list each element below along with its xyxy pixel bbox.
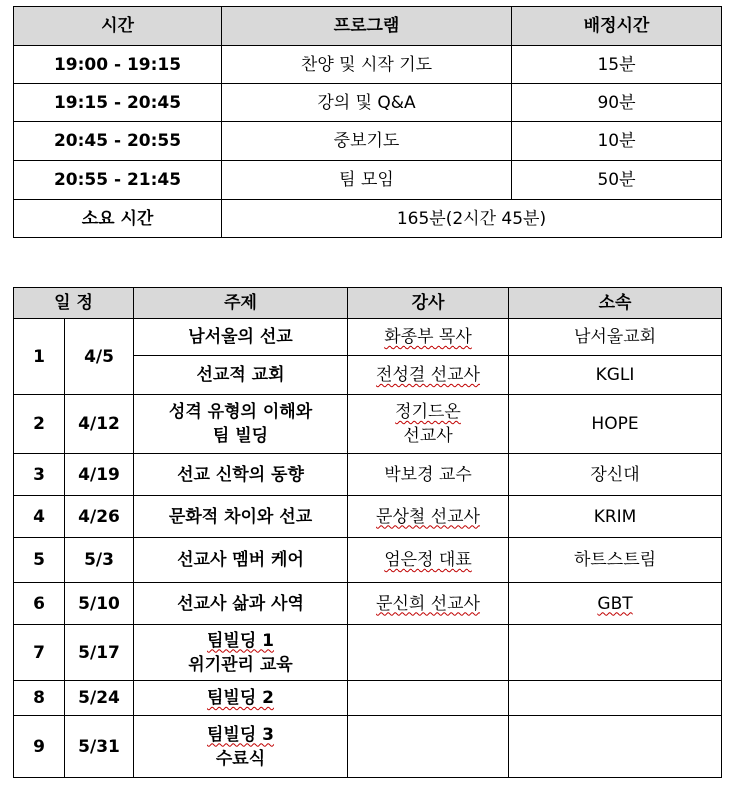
table-row <box>14 538 722 583</box>
lecturer-name: 정기드온 <box>395 402 461 422</box>
lecturer-line: 선교사 <box>403 426 453 446</box>
duration-cell: 10분 <box>512 122 722 161</box>
session-number: 4 <box>14 496 65 538</box>
session-date: 5/10 <box>65 583 134 625</box>
time-cell: 19:00 - 19:15 <box>14 46 222 84</box>
topic-cell <box>134 681 348 716</box>
time-cell: 19:15 - 20:45 <box>14 84 222 122</box>
header-topic: 주제 <box>134 288 348 319</box>
affiliation-cell <box>509 583 722 625</box>
program-cell: 팀 모임 <box>222 161 512 200</box>
header-program: 프로그램 <box>222 7 512 46</box>
topic-cell <box>134 395 348 454</box>
duration-cell: 50분 <box>512 161 722 200</box>
topic-line <box>134 723 347 747</box>
session-date: 4/5 <box>65 319 134 395</box>
session-date: 5/31 <box>65 716 134 778</box>
lecturer-cell <box>348 716 509 778</box>
header-schedule: 일 정 <box>14 288 134 319</box>
session-number: 6 <box>14 583 65 625</box>
curriculum-header-row <box>14 288 722 319</box>
session-number: 2 <box>14 395 65 454</box>
session-date: 4/12 <box>65 395 134 454</box>
program-cell: 강의 및 Q&A <box>222 84 512 122</box>
lecturer-cell <box>348 538 509 583</box>
table-row <box>14 496 722 538</box>
table-row <box>14 583 722 625</box>
topic-line: 수료식 <box>215 748 266 769</box>
topic-text: 팀빌딩 3 <box>207 724 275 745</box>
lecturer-cell <box>348 319 509 356</box>
table-row <box>14 319 722 356</box>
topic-cell: 남서울의 선교 <box>134 319 348 356</box>
time-cell: 20:55 - 21:45 <box>14 161 222 200</box>
curriculum-table <box>13 287 722 778</box>
lecturer-cell <box>348 681 509 716</box>
header-affiliation: 소속 <box>509 288 722 319</box>
header-duration: 배정시간 <box>512 7 722 46</box>
table-row <box>14 454 722 496</box>
lecturer-name: 전성걸 선교사 <box>376 365 480 385</box>
schedule-header-row <box>14 7 722 46</box>
table-row <box>14 46 722 84</box>
topic-cell: 선교사 멤버 케어 <box>134 538 348 583</box>
topic-line <box>134 629 347 653</box>
affiliation-cell <box>509 625 722 681</box>
program-cell: 중보기도 <box>222 122 512 161</box>
table-row <box>14 161 722 200</box>
total-row <box>14 200 722 238</box>
table-row <box>14 84 722 122</box>
affiliation-cell <box>509 716 722 778</box>
topic-cell: 문화적 차이와 선교 <box>134 496 348 538</box>
lecturer-cell: 박보경 교수 <box>348 454 509 496</box>
topic-line: 위기관리 교육 <box>188 654 293 675</box>
table-row <box>14 625 722 681</box>
topic-cell: 선교적 교회 <box>134 356 348 395</box>
duration-cell: 90분 <box>512 84 722 122</box>
affiliation-cell <box>509 681 722 716</box>
program-cell: 찬양 및 시작 기도 <box>222 46 512 84</box>
total-label: 소요 시간 <box>14 200 222 238</box>
lecturer-cell <box>348 395 509 454</box>
topic-text: 팀빌딩 2 <box>207 688 275 708</box>
affiliation-name: GBT <box>597 593 633 614</box>
topic-line: 성격 유형의 이해와 <box>168 402 313 422</box>
session-number: 9 <box>14 716 65 778</box>
affiliation-cell: 하트스트림 <box>509 538 722 583</box>
total-value: 165분(2시간 45분) <box>222 200 722 238</box>
duration-cell: 15분 <box>512 46 722 84</box>
lecturer-cell <box>348 356 509 395</box>
header-time: 시간 <box>14 7 222 46</box>
topic-cell <box>134 625 348 681</box>
session-date: 5/17 <box>65 625 134 681</box>
table-row <box>14 681 722 716</box>
session-number: 3 <box>14 454 65 496</box>
session-number: 5 <box>14 538 65 583</box>
session-date: 4/26 <box>65 496 134 538</box>
lecturer-cell <box>348 583 509 625</box>
time-cell: 20:45 - 20:55 <box>14 122 222 161</box>
topic-cell: 선교사 삶과 사역 <box>134 583 348 625</box>
topic-cell: 선교 신학의 동향 <box>134 454 348 496</box>
affiliation-cell: HOPE <box>509 395 722 454</box>
affiliation-cell: 장신대 <box>509 454 722 496</box>
lecturer-line <box>348 400 508 424</box>
header-lecturer: 강사 <box>348 288 509 319</box>
affiliation-cell: 남서울교회 <box>509 319 722 356</box>
session-number: 1 <box>14 319 65 395</box>
table-row <box>14 395 722 454</box>
session-date: 5/3 <box>65 538 134 583</box>
topic-cell <box>134 716 348 778</box>
lecturer-name: 엄은정 대표 <box>384 550 472 570</box>
session-number: 8 <box>14 681 65 716</box>
schedule-table <box>13 6 722 238</box>
lecturer-cell <box>348 625 509 681</box>
table-row <box>14 122 722 161</box>
session-number: 7 <box>14 625 65 681</box>
affiliation-cell: KRIM <box>509 496 722 538</box>
topic-line: 팀 빌딩 <box>212 426 269 446</box>
session-date: 4/19 <box>65 454 134 496</box>
topic-text: 팀빌딩 1 <box>207 630 275 651</box>
table-row <box>14 716 722 778</box>
affiliation-cell: KGLI <box>509 356 722 395</box>
session-date: 5/24 <box>65 681 134 716</box>
lecturer-name: 문신희 선교사 <box>376 593 480 614</box>
lecturer-name: 문상철 선교사 <box>376 506 480 527</box>
lecturer-cell <box>348 496 509 538</box>
lecturer-name: 화종부 목사 <box>384 327 472 347</box>
